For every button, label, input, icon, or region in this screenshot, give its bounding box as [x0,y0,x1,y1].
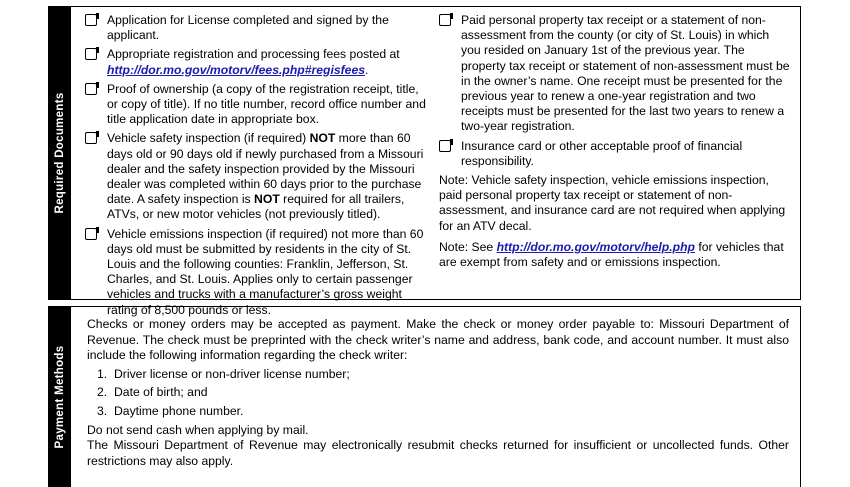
checkbox-icon[interactable] [85,14,97,26]
required-left-column [85,13,427,322]
application-text: Application for License completed and signed by the applicant. [107,13,389,43]
list-number: 2. [97,385,108,400]
note-exempt-b: for vehicles that are exempt from safety and or emissions inspection. [439,239,784,270]
note-atv: Note: Vehicle safety inspection, vehicle emissions inspection, paid personal property tax receipt or statement of non-assessment, and insurance card are not required when applying for an ATV decal. [439,173,786,233]
safety-not-2: NOT [254,192,280,207]
checklist-item-insurance [439,139,791,169]
tax-receipt-text: Paid personal property tax receipt or a statement of non-assessment from the county (or city of St. Louis) in which you resided on January 1st of the previous year. The property tax receipt or statement of non-assessment must be in the owner’s name. One receipt must be presented for the previous year to renew a one-year registration and two receipts must be presented for the last two years to renew a two-year registration. [461,13,790,134]
checkbox-icon[interactable] [85,228,97,240]
list-number: 1. [97,366,108,381]
payment-intro: Checks or money orders may be accepted as payment. Make the check or money order payable to: Missouri Department of Revenue. The check must be preprinted with the check writer’s name and address, bank code, and account number. It must also include the following information regarding the check writer: [87,317,789,363]
safety-text-b: more than 60 days old or 90 days old if newly purchased from a Missouri dealer and the safety inspection provided by the Missouri dealer was completed within 60 days prior to the purchase date. A safety inspection is [107,131,424,207]
checklist-item-fees [85,47,427,77]
fees-link[interactable]: http://dor.mo.gov/motorv/fees.php#regisfees [107,62,366,77]
payment-cash-note: Do not send cash when applying by mail. [87,422,309,437]
fees-tail: . [365,62,369,77]
required-documents-section [48,6,801,317]
payment-methods-tab [49,307,71,487]
safety-not-1: NOT [309,131,336,146]
insurance-text: Insurance card or other acceptable proof of financial responsibility. [461,138,743,168]
payment-methods-label: Payment Methods [54,345,66,449]
checklist-item-ownership [85,82,427,128]
help-link[interactable]: http://dor.mo.gov/motorv/help.php [496,239,695,254]
checklist-item-application [85,13,427,43]
checkbox-icon[interactable] [439,14,451,26]
payment-requirements-list [87,367,789,420]
list-item [87,367,789,383]
checkbox-icon[interactable] [85,132,97,144]
checkbox-icon[interactable] [439,140,451,152]
required-documents-label: Required Documents [54,92,66,214]
payment-methods-section [48,306,801,487]
checklist-item-tax-receipt [439,13,791,135]
list-text: Date of birth; and [114,385,208,400]
safety-text-a: Vehicle safety inspection (if required) [107,131,310,146]
list-text: Driver license or non-driver license number; [114,366,350,381]
checklist-item-emissions [85,227,427,318]
list-text: Daytime phone number. [114,403,244,418]
payment-resubmit-note: The Missouri Department of Revenue may electronically resubmit checks returned for insufficient or uncollected funds. Other restrictions may also apply. [87,438,789,468]
checkbox-icon[interactable] [85,83,97,95]
ownership-text: Proof of ownership (a copy of the registration receipt, title, or copy of title). If no title number, record office number and title application date in appropriate box. [107,81,426,127]
list-number: 3. [97,403,108,418]
checklist-item-safety [85,131,427,222]
emissions-text: Vehicle emissions inspection (if required) not more than 60 days old must be submitted by residents in the city of St. Louis and the following counties: Franklin, Jefferson, St. Charles, and St. Louis. Applies only to certain passenger vehicles and trucks with a manufacturer’s gross weight rating of 8,500 pounds or less. [107,226,424,317]
note-exempt [439,240,791,270]
required-right-column [439,13,791,276]
list-item [87,404,789,420]
note-exempt-a: Note: See [439,239,497,254]
list-item [87,385,789,401]
safety-text-c: required for all trailers, ATVs, or new motor vehicles (not previously titled). [107,192,405,222]
required-documents-tab [49,7,71,299]
checkbox-icon[interactable] [85,48,97,60]
payment-body [87,317,789,472]
fees-text: Appropriate registration and processing fees posted at [107,47,400,62]
